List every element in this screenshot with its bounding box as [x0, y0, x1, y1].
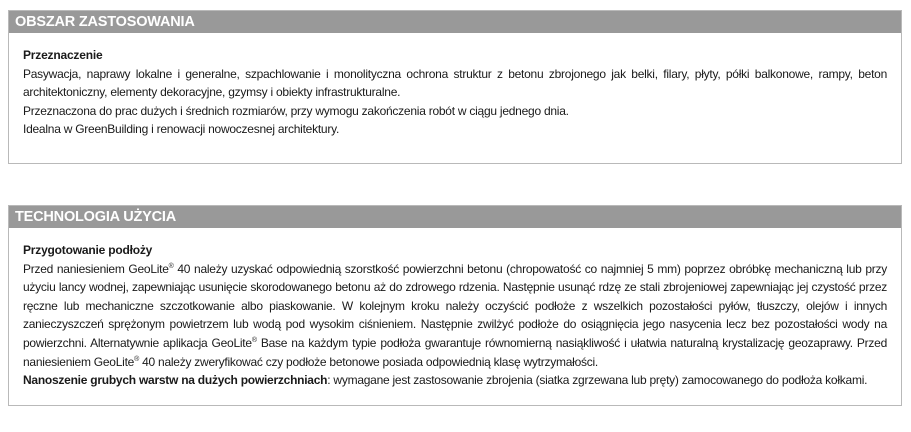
prep-text-part-4: 40 należy zweryfikować czy podłoże betonowe posiada odpowiednią klasę wytrzymałości. — [139, 354, 598, 369]
usage-paragraph-3: Idealna w GreenBuilding i renowacji nowoczesnej architektury. — [23, 122, 340, 137]
prep-text-part-2: 40 należy uzyskać odpowiednią szorstkość powierzchni betonu (chropowatość co najmniej 5 mm) poprzez obróbkę mechaniczną lub przy użyciu lancy wodnej, zapewniając usunięcie skorodowanego betonu aż do zdrowego rdzenia. Następnie usunąć rdzę ze stali zbrojeniowej zapewniając jej czystość przez ręczne lub mechaniczne szczotkowanie albo piaskowanie. W kolejnym kroku należy oczyścić podłoże z wszelkich pozostałości pyłów, tłuszczy, olejów i innych zanieczyszczeń sprężonym powietrzem lub wodą pod wysokim ciśnieniem. Następnie zwilżyć podłoże do osiągnięcia jego nasycenia lecz bez pozostałości wody na powierzchni. Alternatywnie aplikacja GeoLite — [23, 261, 887, 350]
usage-paragraph-1: Pasywacja, naprawy lokalne i generalne, szpachlowanie i monolityczna ochrona struktur z betonu zbrojonego jak belki, filary, płyty, półki balkonowe, rampy, beton architektoniczny, elementy dekoracyjne, gzymsy i obiekty infrastrukturalne. — [23, 66, 887, 100]
thick-layers-text: : wymagane jest zastosowanie zbrojenia (siatka zgrzewana lub pręty) zamocowanego do podłoża kołkami. — [327, 373, 868, 388]
prep-text-part-1: Przed naniesieniem GeoLite — [23, 261, 169, 276]
prep-text-part-3: Base na każdym typie podłoża gwarantuje równomierną nasiąkliwość i ułatwia naturalną krystalizację geozaprawy. Przed naniesieniem GeoLite — [23, 335, 887, 369]
registered-mark: ® — [168, 262, 174, 270]
surface-preparation-paragraph — [23, 260, 887, 372]
technology-section-header: TECHNOLOGIA UŻYCIA — [9, 206, 901, 228]
technology-section-body — [9, 228, 901, 390]
usage-section-header: OBSZAR ZASTOSOWANIA — [9, 11, 901, 33]
technology-section — [8, 205, 902, 406]
usage-section — [8, 10, 902, 164]
registered-mark: ® — [251, 336, 257, 344]
registered-mark: ® — [134, 355, 139, 363]
thick-layers-label: Nanoszenie grubych warstw na dużych powierzchniach — [23, 373, 328, 388]
technology-subheading: Przygotowanie podłoży — [23, 243, 153, 257]
thick-layers-paragraph — [23, 371, 887, 390]
usage-section-body — [9, 33, 901, 139]
usage-paragraph-2: Przeznaczona do prac dużych i średnich rozmiarów, przy wymogu zakończenia robót w ciągu jednego dnia. — [23, 103, 569, 118]
usage-subheading: Przeznaczenie — [23, 48, 103, 62]
